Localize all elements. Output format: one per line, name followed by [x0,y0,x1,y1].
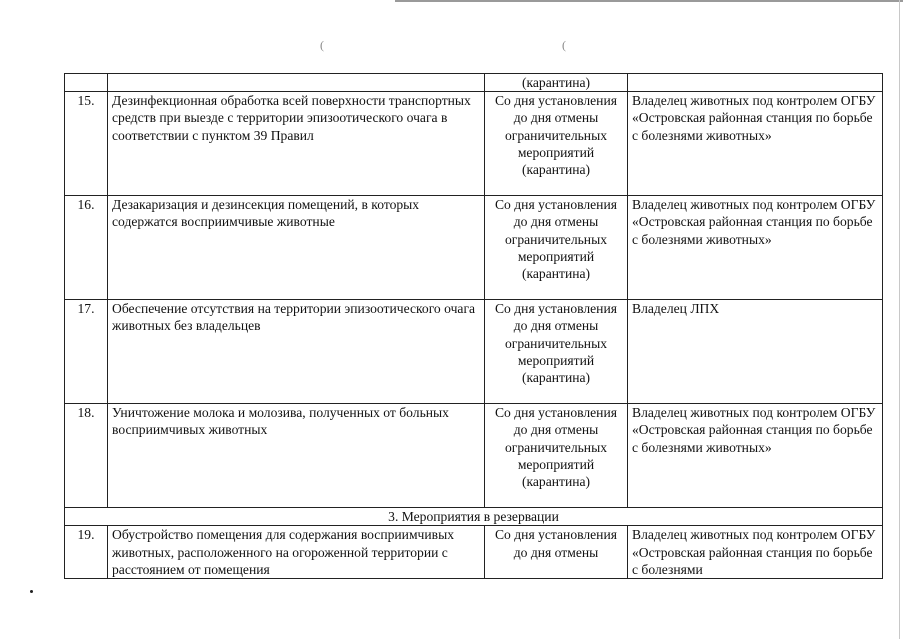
row-responsible: Владелец животных под контролем ОГБУ «Островская районная станция по борьбе с болезнями животных» [628,92,883,196]
row-action: Уничтожение молока и молозива, полученных от больных восприимчивых животных [108,404,485,508]
table-row [65,74,883,92]
scan-edge-right [899,0,900,639]
row-number [65,74,108,92]
scan-dot [30,590,33,593]
table-row [65,300,883,404]
scan-speck: ( [562,38,566,52]
row-action: Дезинфекционная обработка всей поверхности транспортных средств при выезде с территории эпизоотического очага в соответствии с пунктом 39 Правил [108,92,485,196]
row-responsible [628,74,883,92]
row-number: 17. [65,300,108,404]
scan-speck: ( [320,38,324,52]
row-action: Дезакаризация и дезинсекция помещений, в которых содержатся восприимчивые животные [108,196,485,300]
row-action: Обеспечение отсутствия на территории эпизоотического очага животных без владельцев [108,300,485,404]
table-row [65,196,883,300]
row-term: Со дня установления до дня отмены ограничительных мероприятий (карантина) [485,404,628,508]
table-row [65,92,883,196]
row-number: 18. [65,404,108,508]
row-responsible: Владелец ЛПХ [628,300,883,404]
measures-table [64,73,883,579]
row-responsible: Владелец животных под контролем ОГБУ «Островская районная станция по борьбе с болезнями животных» [628,404,883,508]
row-term: Со дня установления до дня отмены ограничительных мероприятий (карантина) [485,196,628,300]
row-term: (карантина) [485,74,628,92]
table-row [65,526,883,579]
row-term: Со дня установления до дня отмены ограничительных мероприятий (карантина) [485,92,628,196]
row-number: 19. [65,526,108,579]
row-number: 16. [65,196,108,300]
row-responsible: Владелец животных под контролем ОГБУ «Островская районная станция по борьбе с болезнями [628,526,883,579]
row-action [108,74,485,92]
row-number: 15. [65,92,108,196]
row-action: Обустройство помещения для содержания восприимчивых животных, расположенного на огороженной территории с расстоянием от помещения [108,526,485,579]
row-term: Со дня установления до дня отмены [485,526,628,579]
section-title: 3. Мероприятия в резервации [65,508,883,526]
row-term: Со дня установления до дня отмены ограничительных мероприятий (карантина) [485,300,628,404]
scan-edge-top [395,0,903,2]
row-responsible: Владелец животных под контролем ОГБУ «Островская районная станция по борьбе с болезнями животных» [628,196,883,300]
section-row [65,508,883,526]
table-row [65,404,883,508]
